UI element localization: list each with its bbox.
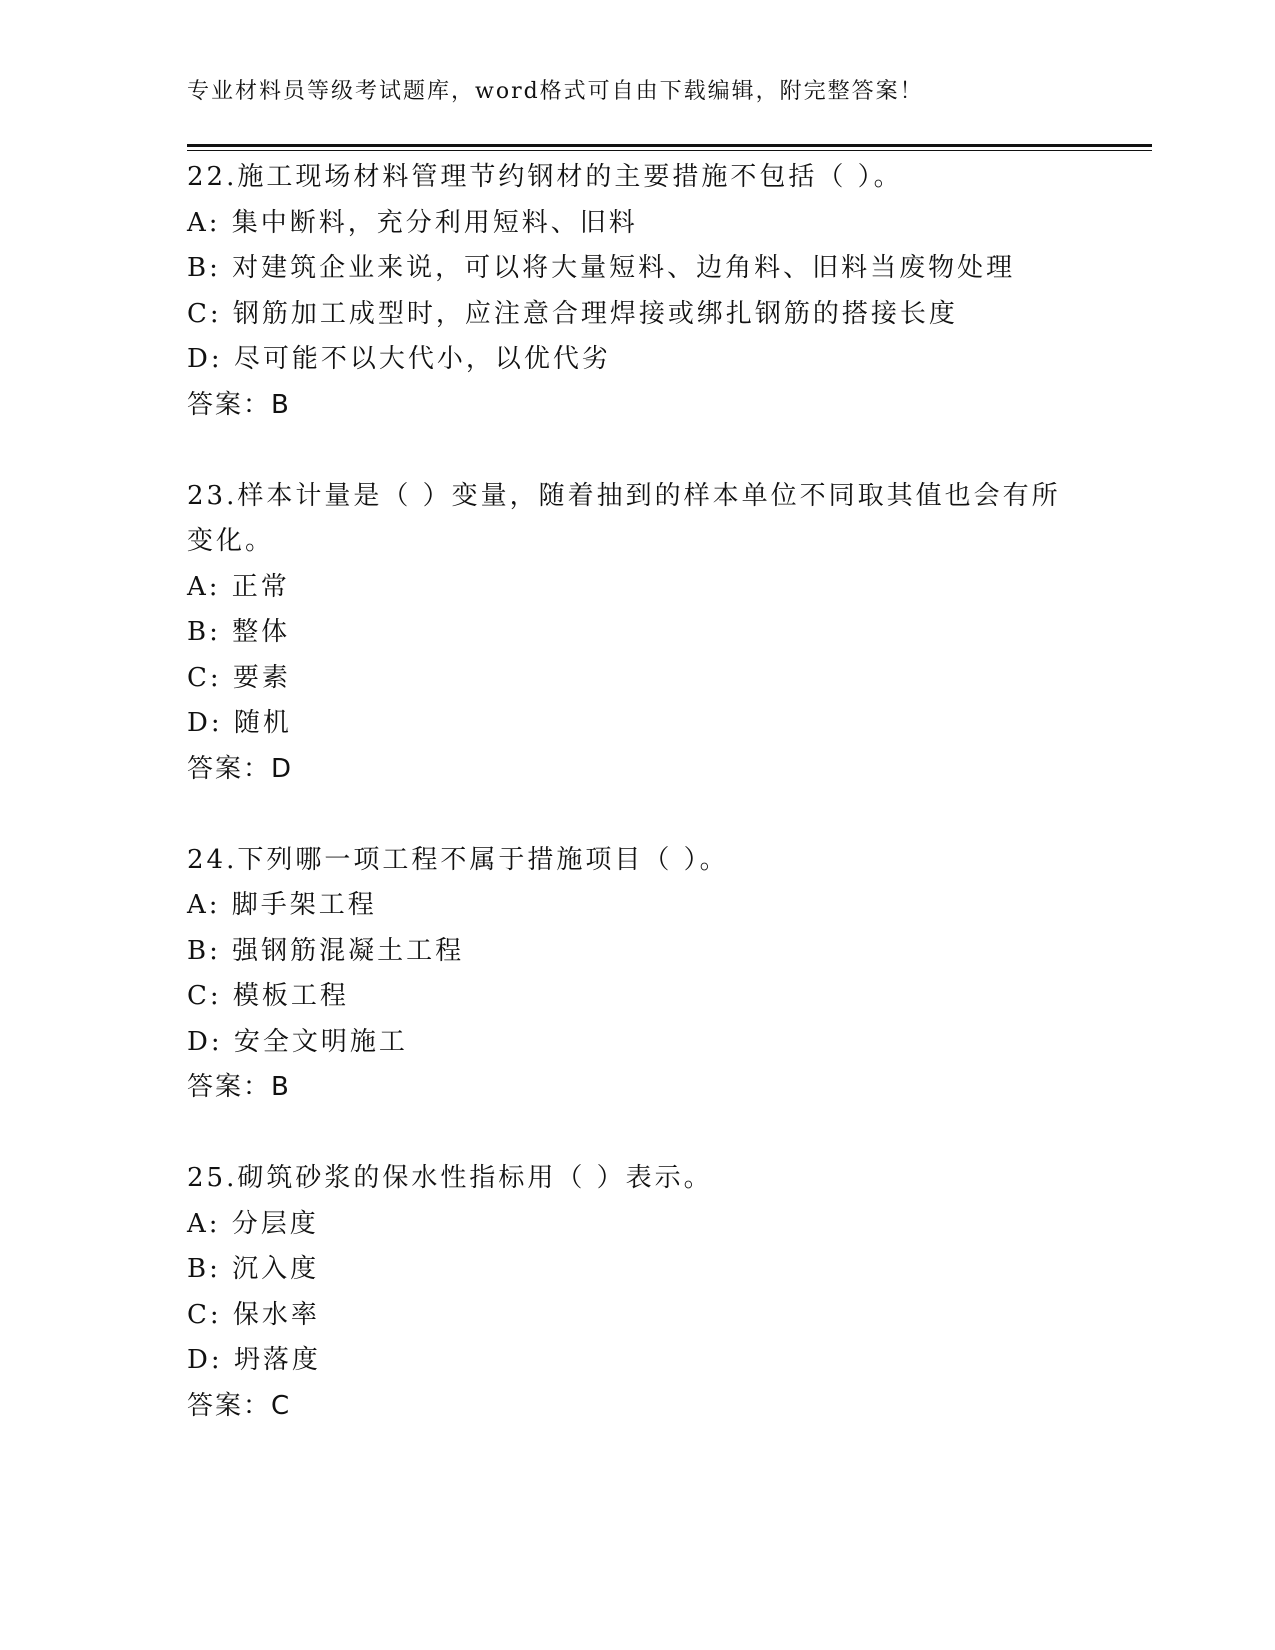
- option-b: B: 对建筑企业来说，可以将大量短料、边角料、旧料当废物处理: [187, 253, 1016, 283]
- question-gap: [187, 792, 1087, 838]
- answer-line: 答案：B: [187, 389, 291, 420]
- option-d: D: 安全文明施工: [187, 1026, 408, 1057]
- option-c: C: 要素: [187, 662, 291, 693]
- question-stem: 23.样本计量是（ ）变量，随着抽到的样本单位不同取其值也会有所变化。: [187, 480, 1061, 556]
- option-d: D: 随机: [187, 708, 292, 738]
- question-stem: 22.施工现场材料管理节约钢材的主要措施不包括（ ）。: [187, 162, 903, 192]
- option-d: D: 坍落度: [187, 1345, 321, 1375]
- answer-line: 答案：D: [187, 753, 294, 784]
- page-header: 专业材料员等级考试题库，word格式可自由下载编辑，附完整答案！: [187, 79, 924, 104]
- header-rule-thick: [187, 144, 1152, 147]
- question-24: [187, 838, 1087, 1111]
- option-a: A: 分层度: [187, 1208, 319, 1239]
- header-rule-thin: [187, 150, 1152, 151]
- question-23: [187, 474, 1087, 793]
- option-c: C: 模板工程: [187, 981, 349, 1011]
- option-a: A: 脚手架工程: [187, 890, 377, 920]
- question-22: [187, 155, 1087, 428]
- question-stem: 24.下列哪一项工程不属于措施项目（ ）。: [187, 844, 729, 875]
- option-b: B: 整体: [187, 617, 291, 647]
- option-a: A: 集中断料，充分利用短料、旧料: [187, 207, 638, 238]
- question-25: [187, 1156, 1087, 1429]
- question-list: [187, 155, 1087, 1429]
- option-d: D: 尽可能不以大代小，以优代劣: [187, 344, 611, 374]
- option-b: B: 强钢筋混凝土工程: [187, 935, 465, 966]
- question-gap: [187, 428, 1087, 474]
- option-a: A: 正常: [187, 571, 290, 602]
- option-b: B: 沉入度: [187, 1254, 320, 1284]
- question-gap: [187, 1111, 1087, 1157]
- answer-line: 答案：B: [187, 1072, 291, 1102]
- question-stem: 25.砌筑砂浆的保水性指标用（ ）表示。: [187, 1163, 713, 1193]
- option-c: C: 保水率: [187, 1299, 320, 1330]
- answer-line: 答案：C: [187, 1390, 292, 1421]
- option-c: C: 钢筋加工成型时，应注意合理焊接或绑扎钢筋的搭接长度: [187, 298, 958, 329]
